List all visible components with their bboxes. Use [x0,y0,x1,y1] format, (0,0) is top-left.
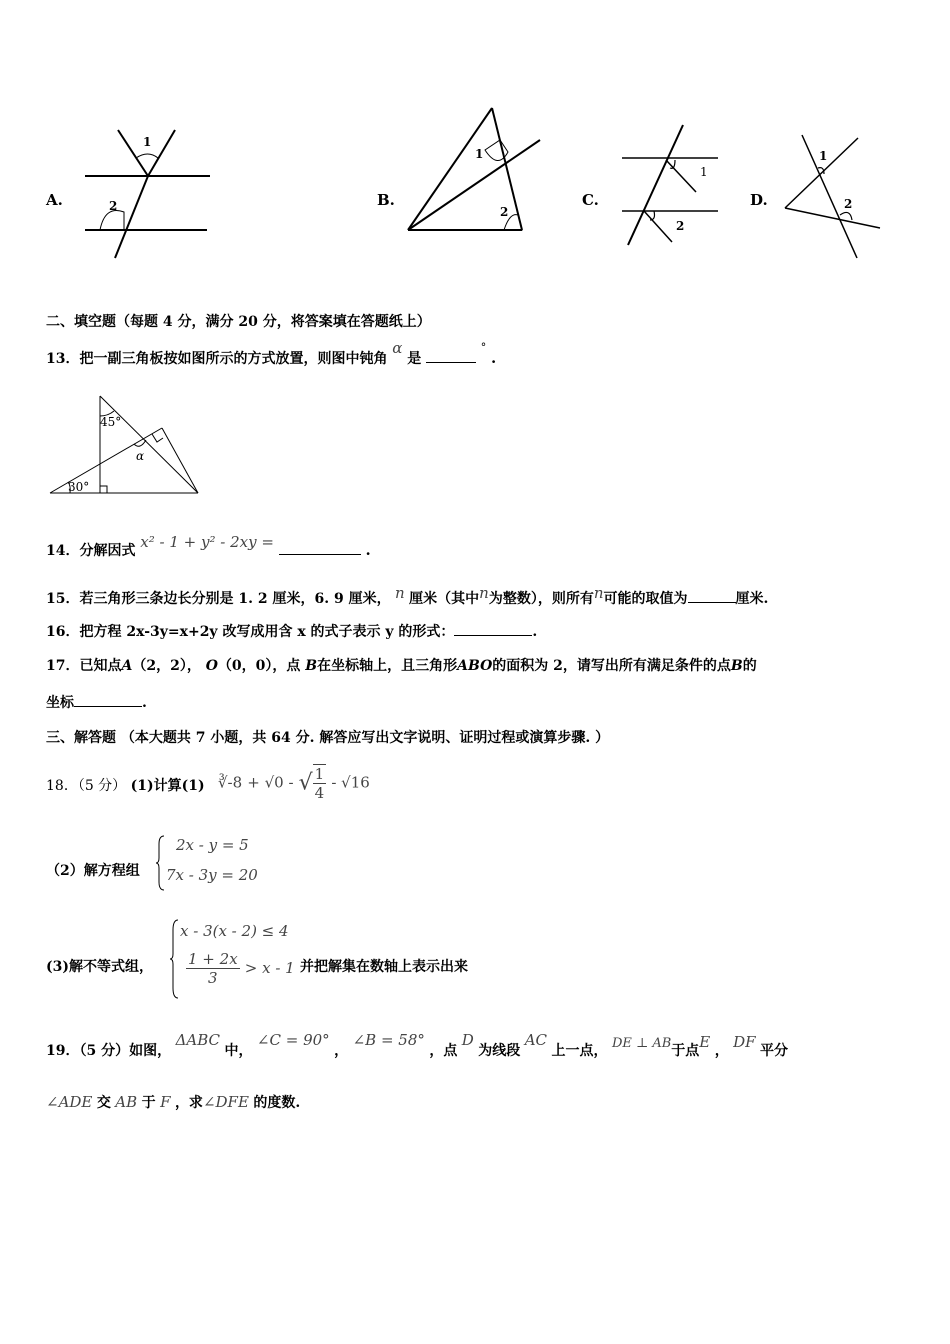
question-15 [46,584,769,609]
q19-angB: ∠B = 58° [352,1031,425,1049]
q18-ineq2 [186,950,295,987]
question-19-line-2 [46,1092,300,1113]
q13-middle: 是 [407,351,422,367]
option-b-angle-2: 2 [500,205,509,219]
q13-fig-30: 30° [68,480,90,494]
question-18-part-1 [46,776,205,796]
q18-brace-2 [170,918,180,1000]
q18-p1: (1)计算(1) [130,778,205,794]
q17-A: A [121,658,133,674]
q17-coordA: （2，2）， [132,658,201,674]
option-d-angle-2: 2 [844,197,853,211]
q19-t4: 为线段 [478,1043,521,1059]
q13-prefix: 13．把一副三角板按如图所示的方式放置，则图中钝角 [46,351,388,367]
q19-F: F [160,1093,171,1111]
q14-expr: x² - 1 + y² - 2xy = [140,533,274,551]
q18-num: 18．（5 分） [46,778,127,794]
q19-perp: DE ⊥ AB [611,1036,672,1051]
question-19-line-1 [46,1031,789,1062]
q19-t5: 上一点， [551,1043,608,1059]
option-b-figure [400,100,550,240]
option-c-angle-1: 1 [700,165,708,179]
q14-answer-blank[interactable] [279,554,361,555]
q13-fig-alpha: α [136,449,145,463]
q17-line1-c: 的面积为 2，请写出所有满足条件的点 [492,658,731,674]
q19-tri: ΔABC [175,1031,221,1049]
q19-t8: 平分 [760,1043,789,1059]
q19-angDFE: ∠DFE [202,1093,249,1111]
q18-ineq2-rhs: > x - 1 [244,959,295,977]
q19-DF: DF [733,1033,756,1051]
q19-t11: ，求 [174,1095,203,1111]
q18-expr1-c: - √16 [331,773,370,792]
question-17-line-2 [46,693,147,713]
q15-n2: n [479,584,489,602]
q15-end: 厘米. [735,591,769,607]
q18-expr1-a: ∛-8 [218,773,243,792]
q19-t10: 于 [141,1095,156,1111]
q15-answer-blank[interactable] [688,602,736,603]
q17-ABO: ABO [457,658,493,674]
q15-n3: n [593,584,604,602]
q17-line1-d: 的 [742,658,757,674]
q13-alpha: α [392,339,403,357]
q18-p3: (3)解不等式组， [46,959,153,975]
option-d-label: D. [750,191,768,209]
q19-t9: 交 [96,1095,111,1111]
q17-line1-a: 17．已知点 [46,658,122,674]
q13-end: . [491,349,497,367]
q15-part3: 为整数），则所有 [488,591,594,607]
q19-t7: ， [714,1043,729,1059]
q17-B2: B [730,658,743,674]
option-b-label: B. [377,191,395,209]
option-d-figure [780,130,890,260]
option-d-angle-1: 1 [819,149,828,163]
q18-eq2: 7x - 3y = 20 [166,866,258,884]
q18-p2: （2）解方程组 [46,863,140,879]
q18-expr1-b: + √0 - [247,773,294,792]
q18-eq1: 2x - y = 5 [176,836,249,854]
q19-t12: 的度数. [253,1095,301,1111]
q19-t1: 中， [224,1043,253,1059]
option-c-figure [620,120,730,250]
question-14 [46,533,371,561]
q19-AC: AC [524,1031,548,1049]
q19-num: 19．（5 分）如图， [46,1043,172,1059]
q15-part1: 15．若三角形三条边长分别是 1. 2 厘米，6. 9 厘米， [46,591,391,607]
q17-answer-blank[interactable] [74,706,142,707]
q17-coordO: （0，0），点 [217,658,301,674]
option-c-label: C. [582,191,599,209]
option-c-angle-2: 2 [676,219,685,233]
q14-end: . [365,541,371,559]
section-2-heading: 二、填空题（每题 4 分，满分 20 分，将答案填在答题纸上） [46,314,431,330]
q18-expr1-den: 4 [314,784,325,802]
q17-end: . [142,695,147,711]
q19-t6: 于点 [671,1043,700,1059]
q15-part4: 可能的取值为 [603,591,688,607]
option-a-angle-1: 1 [143,135,152,149]
q17-O: O [205,658,218,674]
q13-answer-blank[interactable] [426,362,476,363]
option-a-angle-2: 2 [109,199,118,213]
q19-angC: ∠C = 90° [256,1031,330,1049]
q15-part2: 厘米（其中 [409,591,480,607]
q18-brace-1 [156,834,166,892]
q18-expr-1: ∛-8 + √0 - √ $\frac{1}{4}$ - √16 [218,765,370,802]
q18-ineq1: x - 3(x - 2) ≤ 4 [180,922,289,940]
q19-t3: ，点 [429,1043,458,1059]
question-13 [46,339,497,370]
q18-ineq2-den: 3 [208,969,218,987]
q18-ineq2-num: 1 + 2x [188,950,238,968]
q17-B: B [305,658,318,674]
q19-D: D [461,1031,474,1049]
q13-figure [48,392,208,502]
q15-n1: n [395,584,405,602]
q19-angADE: ∠ADE [46,1093,93,1111]
q19-t2: ， [334,1043,349,1059]
q19-E: E [699,1033,711,1051]
option-a-figure [80,120,220,265]
question-17-line-1 [46,656,757,676]
q17-line2: 坐标 [46,695,74,711]
q14-prefix: 14．分解因式 [46,543,136,559]
q13-fig-45: 45° [100,415,122,429]
q17-line1-b: 在坐标轴上，且三角形 [317,658,458,674]
q19-AB: AB [115,1093,138,1111]
question-16 [46,622,537,642]
q16-end: . [532,624,538,640]
q18-p3-end: 并把解集在数轴上表示出来 [300,959,468,975]
q16-answer-blank[interactable] [454,635,532,636]
option-a-label: A. [46,191,63,209]
q18-expr1-num: 1 [314,765,325,783]
q16-text: 16．把方程 2x-3y=x+2y 改写成用含 x 的式子表示 y 的形式： [46,624,455,640]
q13-degree: ° [480,341,487,354]
section-3-heading: 三、解答题 （本大题共 7 小题，共 64 分. 解答应写出文字说明、证明过程或演算步骤. ） [46,730,610,746]
option-b-angle-1: 1 [475,147,484,161]
